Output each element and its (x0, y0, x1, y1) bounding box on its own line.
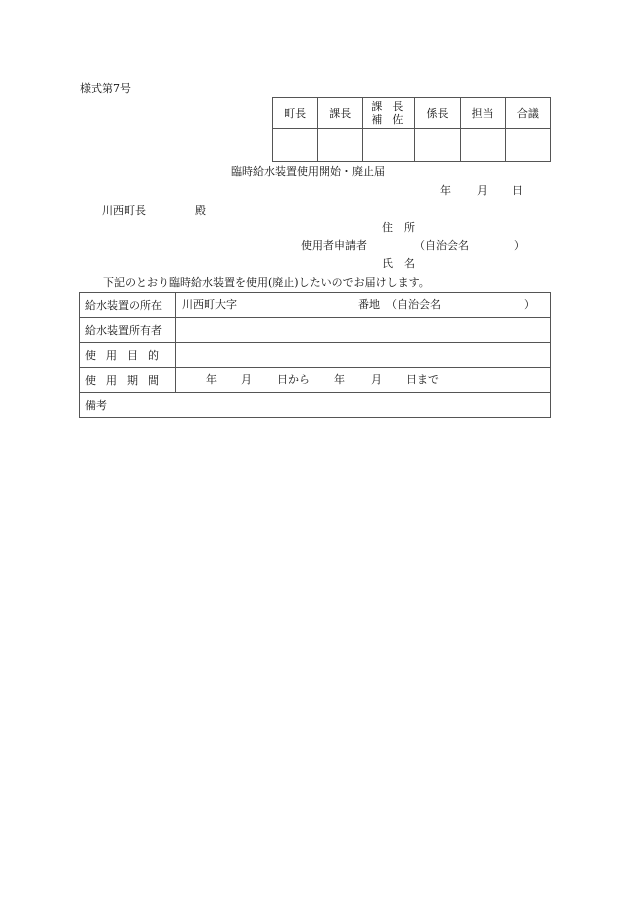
stamp-cell[interactable] (318, 129, 363, 162)
assoc-label: （自治会名 (414, 239, 469, 252)
approval-header: 係長 (415, 98, 460, 129)
document-title: 臨時給水装置使用開始・廃止届 (231, 165, 385, 178)
address-label: 住 所 (382, 221, 415, 234)
name-label: 氏 名 (382, 257, 415, 270)
hosa-header-text: 課長補佐 (371, 100, 414, 126)
owner-cell[interactable] (176, 318, 551, 343)
start-year: 年 (206, 373, 217, 386)
location-cell[interactable] (176, 293, 551, 318)
approval-header: 課長 (318, 98, 363, 129)
purpose-cell[interactable] (176, 343, 551, 368)
table-row (80, 393, 551, 418)
details-table (79, 292, 551, 418)
date-month: 月 (477, 184, 488, 197)
town-text: 川西町大字 (182, 298, 237, 311)
honorific: 殿 (195, 204, 206, 217)
stamp-cell[interactable] (460, 129, 505, 162)
approval-header: 町長 (273, 98, 318, 129)
approval-stamp-table (272, 97, 551, 162)
row-label: 使用目的 (80, 343, 176, 368)
end-year: 年 (334, 373, 345, 386)
approval-header: 担当 (460, 98, 505, 129)
banchi-text: 番地 (358, 298, 380, 311)
stamp-cell[interactable] (415, 129, 460, 162)
row-label: 給水装置の所在 (80, 293, 176, 318)
table-row (80, 318, 551, 343)
table-row (80, 293, 551, 318)
assoc-close: ） (524, 298, 535, 311)
remarks-cell[interactable]: 備考 (80, 393, 551, 418)
assoc-close: ） (514, 239, 525, 252)
start-day: 日から (277, 373, 310, 386)
stamp-cell[interactable] (505, 129, 550, 162)
date-year: 年 (440, 184, 451, 197)
table-row (80, 368, 551, 393)
end-month: 月 (371, 373, 382, 386)
stamp-cell[interactable] (273, 129, 318, 162)
row-label: 使用期間 (80, 368, 176, 393)
applicant-role: 使用者申請者 (301, 239, 367, 252)
assoc-text: （自治会名 (386, 298, 441, 311)
statement: 下記のとおり臨時給水装置を使用(廃止)したいのでお届けします。 (103, 276, 430, 289)
row-label: 給水装置所有者 (80, 318, 176, 343)
stamp-cell[interactable] (363, 129, 415, 162)
date-day: 日 (512, 184, 523, 197)
start-month: 月 (241, 373, 252, 386)
addressee: 川西町長 (102, 204, 146, 217)
table-row (80, 343, 551, 368)
period-cell[interactable] (176, 368, 551, 393)
approval-header: 合議 (505, 98, 550, 129)
form-number: 様式第7号 (80, 82, 131, 95)
approval-header (363, 98, 415, 129)
end-day: 日まで (406, 373, 439, 386)
